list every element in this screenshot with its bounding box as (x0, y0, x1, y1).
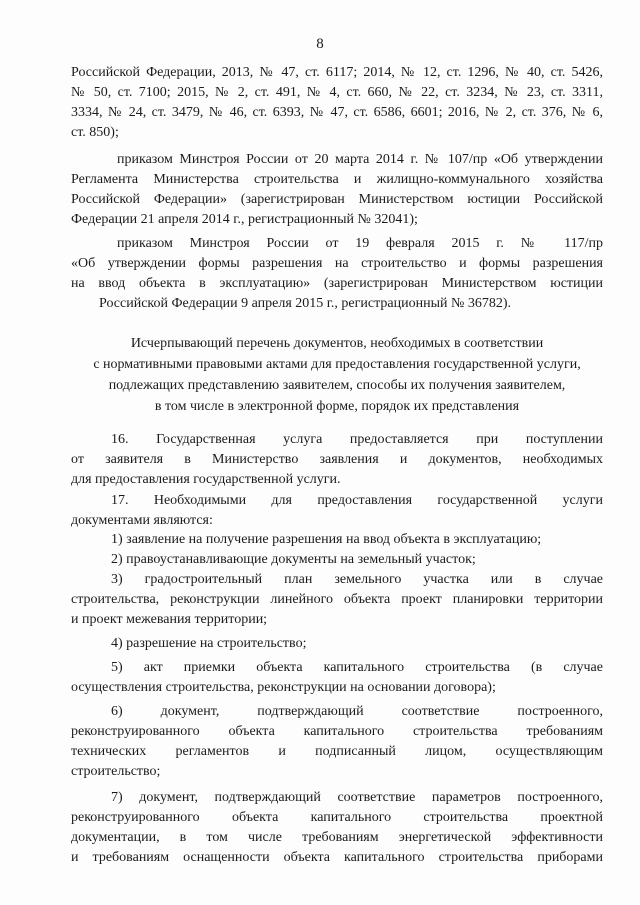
text-line: Российской Федерации 9 апреля 2015 г., регистрационный № 36782). (99, 296, 511, 311)
text-line: строительство; (71, 764, 161, 779)
text-line: приказом Минстроя России от 19 февраля 2015 г. № 117/пр (117, 236, 603, 251)
text-line: 17. Необходимыми для предоставления государственной услуги (111, 493, 603, 508)
order-117-paragraph (71, 234, 603, 314)
text-line: технических регламентов и подписанный лицом, осуществляющим (71, 744, 603, 759)
page-number: 8 (316, 36, 324, 52)
paragraph-16 (71, 430, 603, 490)
text-line: осуществления строительства, реконструкции на основании договора); (71, 680, 496, 695)
paragraph-17 (71, 491, 603, 531)
heading-line: с нормативными правовыми актами для предоставления государственной услуги, (93, 357, 581, 372)
text-line: от заявителя в Министерство заявления и документов, необходимых (71, 452, 603, 467)
text-line: 6) документ, подтверждающий соответствие построенного, (111, 704, 603, 719)
text-line: Российской Федерации, 2013, № 47, ст. 6117; 2014, № 12, ст. 1296, № 40, ст. 5426, (71, 65, 603, 80)
text-line: 2) правоустанавливающие документы на земельный участок; (111, 552, 476, 567)
list-item (71, 570, 603, 630)
text-line: 5) акт приемки объекта капитального строительства (в случае (111, 660, 603, 675)
list-item (71, 658, 603, 698)
list-item (71, 634, 603, 654)
text-line: 3) градостроительный план земельного участка или в случае (111, 572, 603, 587)
text-line: приказом Минстроя России от 20 марта 2014 г. № 107/пр «Об утверждении (117, 152, 603, 167)
text-line: 7) документ, подтверждающий соответствие параметров построенного, (111, 790, 603, 805)
required-documents-list (71, 530, 603, 868)
text-line: на ввод объекта в эксплуатацию» (зарегистрирован Министерством юстиции (71, 276, 603, 291)
text-line: документами являются: (71, 513, 213, 528)
heading-line: в том числе в электронной форме, порядок их представления (154, 399, 520, 414)
text-line: для предоставления государственной услуги. (71, 472, 341, 487)
text-line: 16. Государственная услуга предоставляется при поступлении (111, 432, 603, 447)
text-line: реконструированного объекта капитального строительства требованиям (71, 724, 603, 739)
text-line: и проект межевания территории; (71, 612, 268, 627)
text-line: Федерации 21 апреля 2014 г., регистрационный № 32041); (71, 212, 418, 227)
list-item (71, 550, 603, 570)
text-line: 4) разрешение на строительство; (111, 636, 307, 651)
text-line: 3334, № 24, ст. 3479, № 46, ст. 6393, № 47, ст. 6586, 6601; 2016, № 2, ст. 376, № 6, (71, 105, 603, 120)
heading-line: подлежащих представлению заявителем, способы их получения заявителем, (108, 378, 566, 393)
text-line: ст. 850); (71, 125, 119, 140)
list-item (71, 702, 603, 782)
heading-line: Исчерпывающий перечень документов, необходимых в соответствии (130, 336, 544, 351)
text-line: «Об утверждении формы разрешения на строительство и формы разрешения (71, 256, 603, 271)
text-line: Российской Федерации» (зарегистрирован Министерством юстиции Российской (71, 192, 603, 207)
list-item (71, 788, 603, 868)
text-line: 1) заявление на получение разрешения на ввод объекта в эксплуатацию; (111, 532, 542, 547)
section-heading (71, 333, 603, 417)
text-line: и требованиям оснащенности объекта капитального строительства приборами (71, 850, 603, 865)
text-line: строительства, реконструкции линейного объекта проект планировки территории (71, 592, 603, 607)
text-line: № 50, ст. 7100; 2015, № 2, ст. 491, № 4, ст. 660, № 22, ст. 3234, № 23, ст. 3311, (71, 85, 603, 100)
text-line: реконструированного объекта капитального строительства проектной (71, 810, 603, 825)
text-line: документации, в том числе требованиям энергетической эффективности (71, 830, 603, 845)
list-item (71, 530, 603, 550)
legal-acts-continuation (71, 63, 603, 143)
order-107-paragraph (71, 150, 603, 230)
text-line: Регламента Министерства строительства и жилищно-коммунального хозяйства (71, 172, 603, 187)
